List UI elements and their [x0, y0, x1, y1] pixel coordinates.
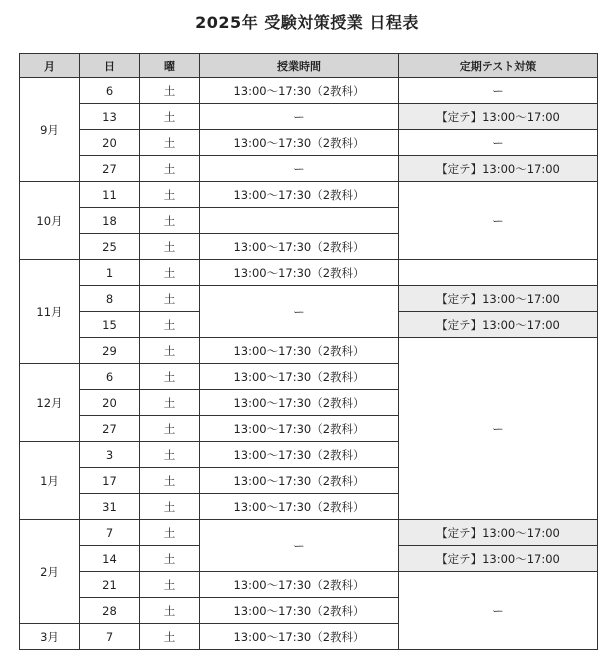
day-cell: 25 [80, 234, 140, 260]
class-time-cell: 13:00〜17:30（2教科） [200, 182, 399, 208]
test-prep-cell [399, 260, 598, 286]
page-title: 2025年 受験対策授業 日程表 [195, 13, 419, 32]
table-row [20, 520, 598, 546]
day-cell: 28 [80, 598, 140, 624]
day-cell: 15 [80, 312, 140, 338]
weekday-cell: 土 [140, 312, 200, 338]
day-cell: 21 [80, 572, 140, 598]
header-test-prep: 定期テスト対策 [399, 54, 598, 78]
class-time-cell: 13:00〜17:30（2教科） [200, 78, 399, 104]
weekday-cell: 土 [140, 78, 200, 104]
class-time-cell: ー [200, 286, 399, 338]
class-time-cell: 13:00〜17:30（2教科） [200, 494, 399, 520]
class-time-cell: ー [200, 156, 399, 182]
day-cell: 6 [80, 364, 140, 390]
test-prep-cell: ー [399, 338, 598, 520]
day-cell: 7 [80, 520, 140, 546]
month-cell: 2月 [20, 520, 80, 624]
day-cell: 20 [80, 390, 140, 416]
class-time-cell: 13:00〜17:30（2教科） [200, 442, 399, 468]
header-weekday: 曜 [140, 54, 200, 78]
test-prep-cell: ー [399, 130, 598, 156]
month-cell: 9月 [20, 78, 80, 182]
class-time-cell: 13:00〜17:30（2教科） [200, 598, 399, 624]
weekday-cell: 土 [140, 286, 200, 312]
weekday-cell: 土 [140, 624, 200, 650]
test-prep-cell: ー [399, 78, 598, 104]
table-row [20, 572, 598, 598]
test-prep-cell: 【定テ】13:00〜17:00 [399, 104, 598, 130]
class-time-cell: 13:00〜17:30（2教科） [200, 390, 399, 416]
class-time-cell: 13:00〜17:30（2教科） [200, 416, 399, 442]
day-cell: 17 [80, 468, 140, 494]
weekday-cell: 土 [140, 494, 200, 520]
table-row [20, 130, 598, 156]
day-cell: 1 [80, 260, 140, 286]
class-time-cell: 13:00〜17:30（2教科） [200, 624, 399, 650]
weekday-cell: 土 [140, 208, 200, 234]
test-prep-cell: ー [399, 182, 598, 260]
weekday-cell: 土 [140, 338, 200, 364]
class-time-cell: 13:00〜17:30（2教科） [200, 130, 399, 156]
class-time-cell [200, 208, 399, 234]
day-cell: 20 [80, 130, 140, 156]
test-prep-cell: 【定テ】13:00〜17:00 [399, 286, 598, 312]
weekday-cell: 土 [140, 416, 200, 442]
class-time-cell: 13:00〜17:30（2教科） [200, 234, 399, 260]
month-cell: 1月 [20, 442, 80, 520]
month-cell: 3月 [20, 624, 80, 650]
weekday-cell: 土 [140, 130, 200, 156]
class-time-cell: 13:00〜17:30（2教科） [200, 364, 399, 390]
test-prep-cell: 【定テ】13:00〜17:00 [399, 156, 598, 182]
table-row [20, 286, 598, 312]
class-time-cell: ー [200, 520, 399, 572]
table-row [20, 260, 598, 286]
month-cell: 11月 [20, 260, 80, 364]
class-time-cell: 13:00〜17:30（2教科） [200, 260, 399, 286]
test-prep-cell: 【定テ】13:00〜17:00 [399, 312, 598, 338]
day-cell: 27 [80, 416, 140, 442]
header-day: 日 [80, 54, 140, 78]
weekday-cell: 土 [140, 598, 200, 624]
class-time-cell: 13:00〜17:30（2教科） [200, 338, 399, 364]
day-cell: 18 [80, 208, 140, 234]
table-row [20, 338, 598, 364]
day-cell: 27 [80, 156, 140, 182]
weekday-cell: 土 [140, 390, 200, 416]
day-cell: 31 [80, 494, 140, 520]
weekday-cell: 土 [140, 104, 200, 130]
schedule-table [19, 53, 598, 650]
table-row [20, 104, 598, 130]
month-cell: 12月 [20, 364, 80, 442]
weekday-cell: 土 [140, 442, 200, 468]
month-cell: 10月 [20, 182, 80, 260]
day-cell: 11 [80, 182, 140, 208]
day-cell: 29 [80, 338, 140, 364]
weekday-cell: 土 [140, 260, 200, 286]
weekday-cell: 土 [140, 546, 200, 572]
day-cell: 13 [80, 104, 140, 130]
header-month: 月 [20, 54, 80, 78]
table-row [20, 156, 598, 182]
weekday-cell: 土 [140, 572, 200, 598]
header-class-time: 授業時間 [200, 54, 399, 78]
day-cell: 3 [80, 442, 140, 468]
weekday-cell: 土 [140, 468, 200, 494]
test-prep-cell: 【定テ】13:00〜17:00 [399, 546, 598, 572]
day-cell: 8 [80, 286, 140, 312]
weekday-cell: 土 [140, 182, 200, 208]
weekday-cell: 土 [140, 234, 200, 260]
class-time-cell: 13:00〜17:30（2教科） [200, 468, 399, 494]
day-cell: 14 [80, 546, 140, 572]
table-row [20, 182, 598, 208]
test-prep-cell: 【定テ】13:00〜17:00 [399, 520, 598, 546]
weekday-cell: 土 [140, 156, 200, 182]
test-prep-cell: ー [399, 572, 598, 650]
weekday-cell: 土 [140, 364, 200, 390]
day-cell: 7 [80, 624, 140, 650]
header-row [20, 54, 598, 78]
class-time-cell: ー [200, 104, 399, 130]
weekday-cell: 土 [140, 520, 200, 546]
table-row [20, 78, 598, 104]
day-cell: 6 [80, 78, 140, 104]
class-time-cell: 13:00〜17:30（2教科） [200, 572, 399, 598]
